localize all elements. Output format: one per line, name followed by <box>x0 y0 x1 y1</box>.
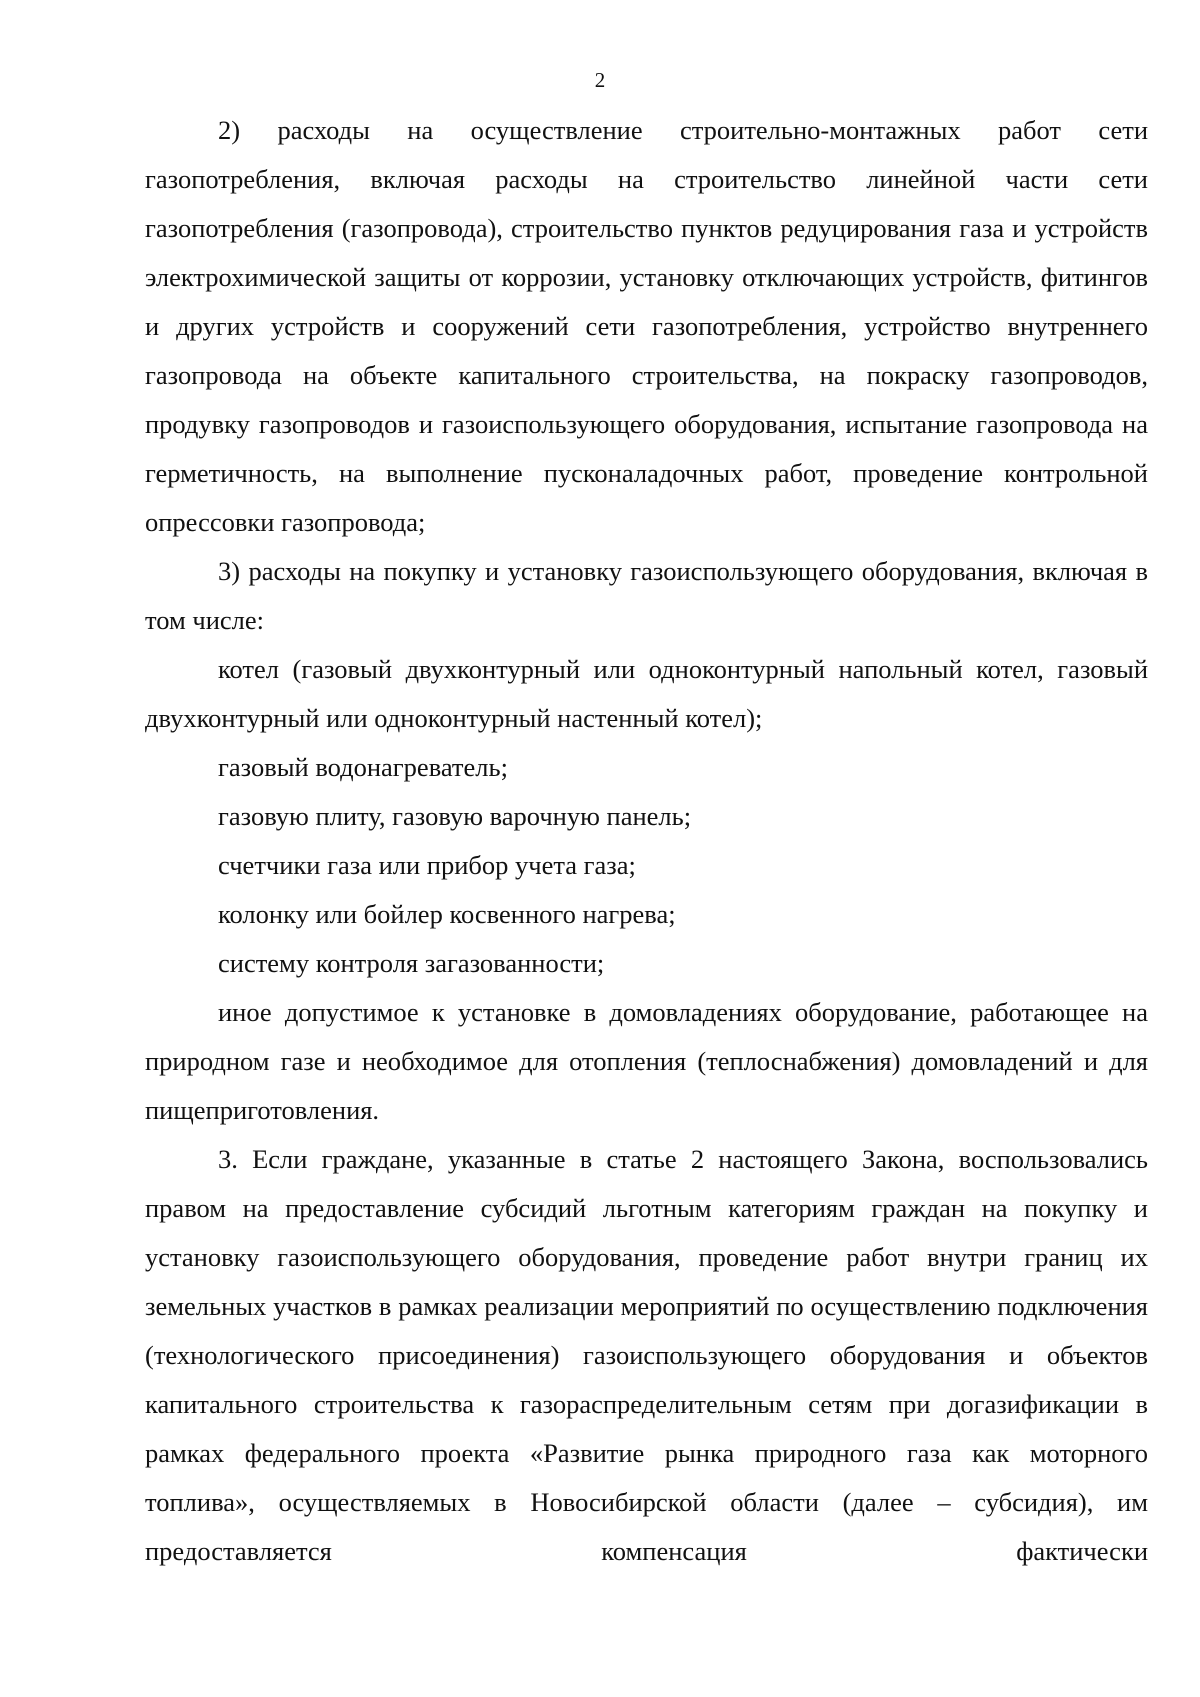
document-body <box>145 106 1148 1576</box>
list-item-column-boiler: колонку или бойлер косвенного нагрева; <box>218 899 676 929</box>
list-item-gas-stove: газовую плиту, газовую варочную панель; <box>218 801 692 831</box>
paragraph-item-2-construction-costs: 2) расходы на осуществление строительно-монтажных работ сети газопотребления, включая расходы на строительство линейной части сети газопотребления (газопровода), строительство пунктов редуцирования газа и устройств электрохимической защиты от коррозии, установку отключающих устройств, фитингов и других устройств и сооружений сети газопотребления, устройство внутреннего газопровода на объекте капитального строительства, на покраску газопроводов, продувку газопроводов и газоиспользующего оборудования, испытание газопровода на герметичность, на выполнение пусконаладочных работ, проведение контрольной опрессовки газопровода; <box>145 115 1148 537</box>
list-item-boiler: котел (газовый двухконтурный или одноконтурный напольный котел, газовый двухконтурный или одноконтурный настенный котел); <box>145 654 1148 733</box>
list-item-water-heater: газовый водонагреватель; <box>218 752 508 782</box>
list-item-gas-meters: счетчики газа или прибор учета газа; <box>218 850 636 880</box>
list-item-gas-control-system: систему контроля загазованности; <box>218 948 605 978</box>
paragraph-item-3-equipment-costs: 3) расходы на покупку и установку газоиспользующего оборудования, включая в том числе: <box>145 556 1148 635</box>
list-item-other-equipment: иное допустимое к установке в домовладениях оборудование, работающее на природном газе и необходимое для отопления (теплоснабжения) домовладений и для пищеприготовления. <box>145 997 1148 1125</box>
paragraph-section-3: 3. Если граждане, указанные в статье 2 настоящего Закона, воспользовались правом на предоставление субсидий льготным категориям граждан на покупку и установку газоиспользующего оборудования, проведение работ внутри границ их земельных участков в рамках реализации мероприятий по осуществлению подключения (технологического присоединения) газоиспользующего оборудования и объектов капитального строительства к газораспределительным сетям при догазификации в рамках федерального проекта «Развитие рынка природного газа как моторного топлива», осуществляемых в Новосибирской области (далее – субсидия), им предоставляется компенсация фактически <box>145 1144 1148 1566</box>
page-number: 2 <box>594 68 606 92</box>
